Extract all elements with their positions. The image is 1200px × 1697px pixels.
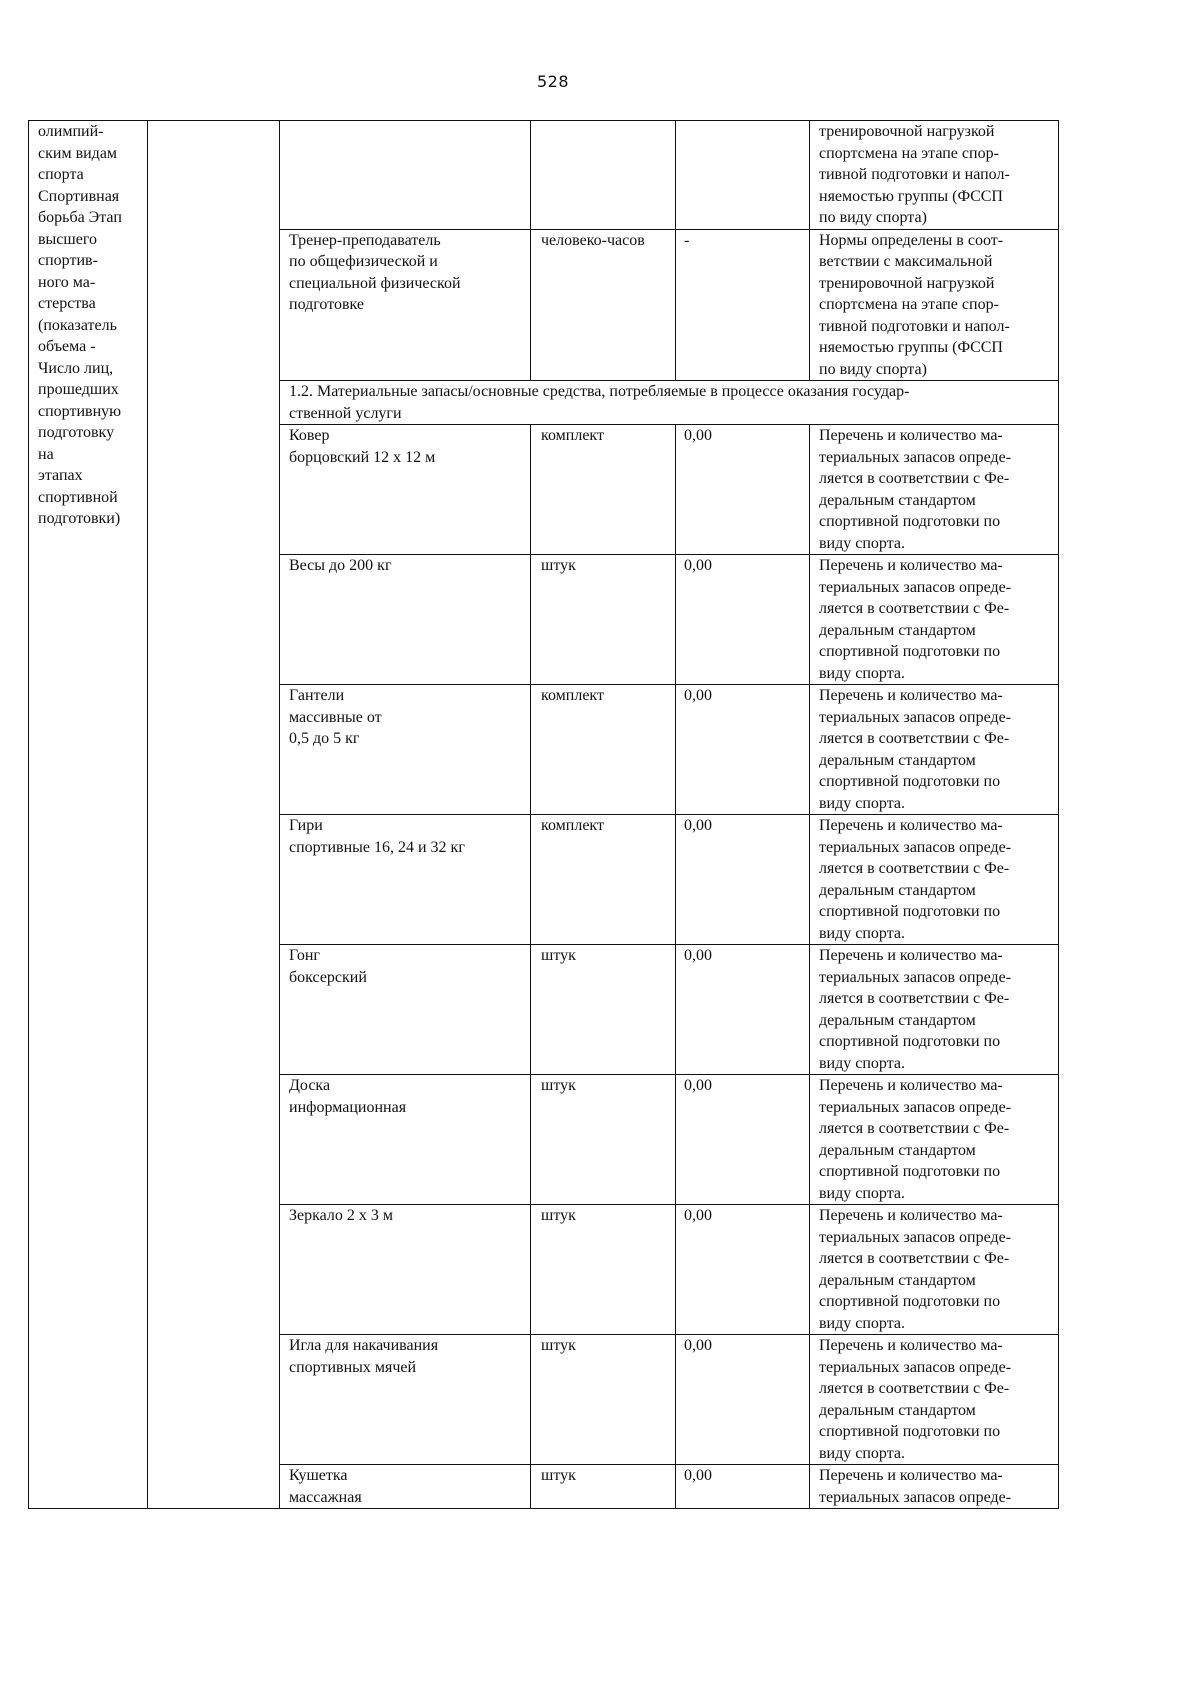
value-cell: 0,00	[676, 425, 810, 555]
value-cell: 0,00	[676, 1205, 810, 1335]
continued-row	[29, 121, 1059, 230]
note-cell: Нормы определены в соот- ветствии с максимальной тренировочной нагрузкой спортсмена на этапе спор- тивной подготовки и напол- няемостью группы (ФССП по виду спорта)	[810, 229, 1059, 381]
norms-table	[28, 120, 1059, 1509]
unit-cell: штук	[531, 1205, 676, 1335]
item-name-cell: Ковер борцовский 12 х 12 м	[280, 425, 531, 555]
value-cell: 0,00	[676, 945, 810, 1075]
value-cell	[676, 121, 810, 230]
value-cell: 0,00	[676, 685, 810, 815]
item-name-cell: Зеркало 2 х 3 м	[280, 1205, 531, 1335]
empty-cell	[148, 121, 280, 1509]
note-cell: Перечень и количество ма- териальных запасов опреде- ляется в соответствии с Фе- деральным стандартом спортивной подготовки по виду спорта.	[810, 555, 1059, 685]
value-cell: 0,00	[676, 555, 810, 685]
value-cell: 0,00	[676, 1075, 810, 1205]
unit-cell: штук	[531, 555, 676, 685]
note-cell: Перечень и количество ма- териальных запасов опреде- ляется в соответствии с Фе- деральным стандартом спортивной подготовки по виду спорта.	[810, 425, 1059, 555]
item-name-cell: Игла для накачивания спортивных мячей	[280, 1335, 531, 1465]
note-cell: Перечень и количество ма- териальных запасов опреде- ляется в соответствии с Фе- деральным стандартом спортивной подготовки по виду спорта.	[810, 1075, 1059, 1205]
item-name-cell: Гантели массивные от 0,5 до 5 кг	[280, 685, 531, 815]
note-cell: Перечень и количество ма- териальных запасов опреде-	[810, 1465, 1059, 1509]
note-cell: тренировочной нагрузкой спортсмена на этапе спор- тивной подготовки и напол- няемостью группы (ФССП по виду спорта)	[810, 121, 1059, 230]
unit-cell: комплект	[531, 425, 676, 555]
item-name-cell: Гири спортивные 16, 24 и 32 кг	[280, 815, 531, 945]
item-name-cell: Гонг боксерский	[280, 945, 531, 1075]
value-cell: 0,00	[676, 1465, 810, 1509]
value-cell: 0,00	[676, 1335, 810, 1465]
note-cell: Перечень и количество ма- териальных запасов опреде- ляется в соответствии с Фе- деральным стандартом спортивной подготовки по виду спорта.	[810, 815, 1059, 945]
unit-cell: штук	[531, 1465, 676, 1509]
service-description-cell: олимпий- ским видам спорта Спортивная борьба Этап высшего спортив- ного ма- стерства (показатель объема - Число лиц, прошедших спортивную подготовку на этапах спортивной подготовки)	[29, 121, 148, 1509]
item-name-cell: Доска информационная	[280, 1075, 531, 1205]
unit-cell: комплект	[531, 685, 676, 815]
note-cell: Перечень и количество ма- териальных запасов опреде- ляется в соответствии с Фе- деральным стандартом спортивной подготовки по виду спорта.	[810, 1205, 1059, 1335]
note-cell: Перечень и количество ма- териальных запасов опреде- ляется в соответствии с Фе- деральным стандартом спортивной подготовки по виду спорта.	[810, 685, 1059, 815]
note-cell: Перечень и количество ма- териальных запасов опреде- ляется в соответствии с Фе- деральным стандартом спортивной подготовки по виду спорта.	[810, 1335, 1059, 1465]
section-heading: 1.2. Материальные запасы/основные средства, потребляемые в процессе оказания государ- ственной услуги	[280, 381, 1059, 425]
unit-cell	[531, 121, 676, 230]
note-cell: Перечень и количество ма- териальных запасов опреде- ляется в соответствии с Фе- деральным стандартом спортивной подготовки по виду спорта.	[810, 945, 1059, 1075]
unit-cell: штук	[531, 945, 676, 1075]
item-name-cell: Весы до 200 кг	[280, 555, 531, 685]
page-number: 528	[536, 72, 570, 91]
value-cell: -	[676, 229, 810, 381]
item-name-cell	[280, 121, 531, 230]
value-cell: 0,00	[676, 815, 810, 945]
item-name-cell: Тренер-преподаватель по общефизической и специальной физической подготовке	[280, 229, 531, 381]
unit-cell: человеко-часов	[531, 229, 676, 381]
item-name-cell: Кушетка массажная	[280, 1465, 531, 1509]
unit-cell: штук	[531, 1335, 676, 1465]
unit-cell: комплект	[531, 815, 676, 945]
unit-cell: штук	[531, 1075, 676, 1205]
